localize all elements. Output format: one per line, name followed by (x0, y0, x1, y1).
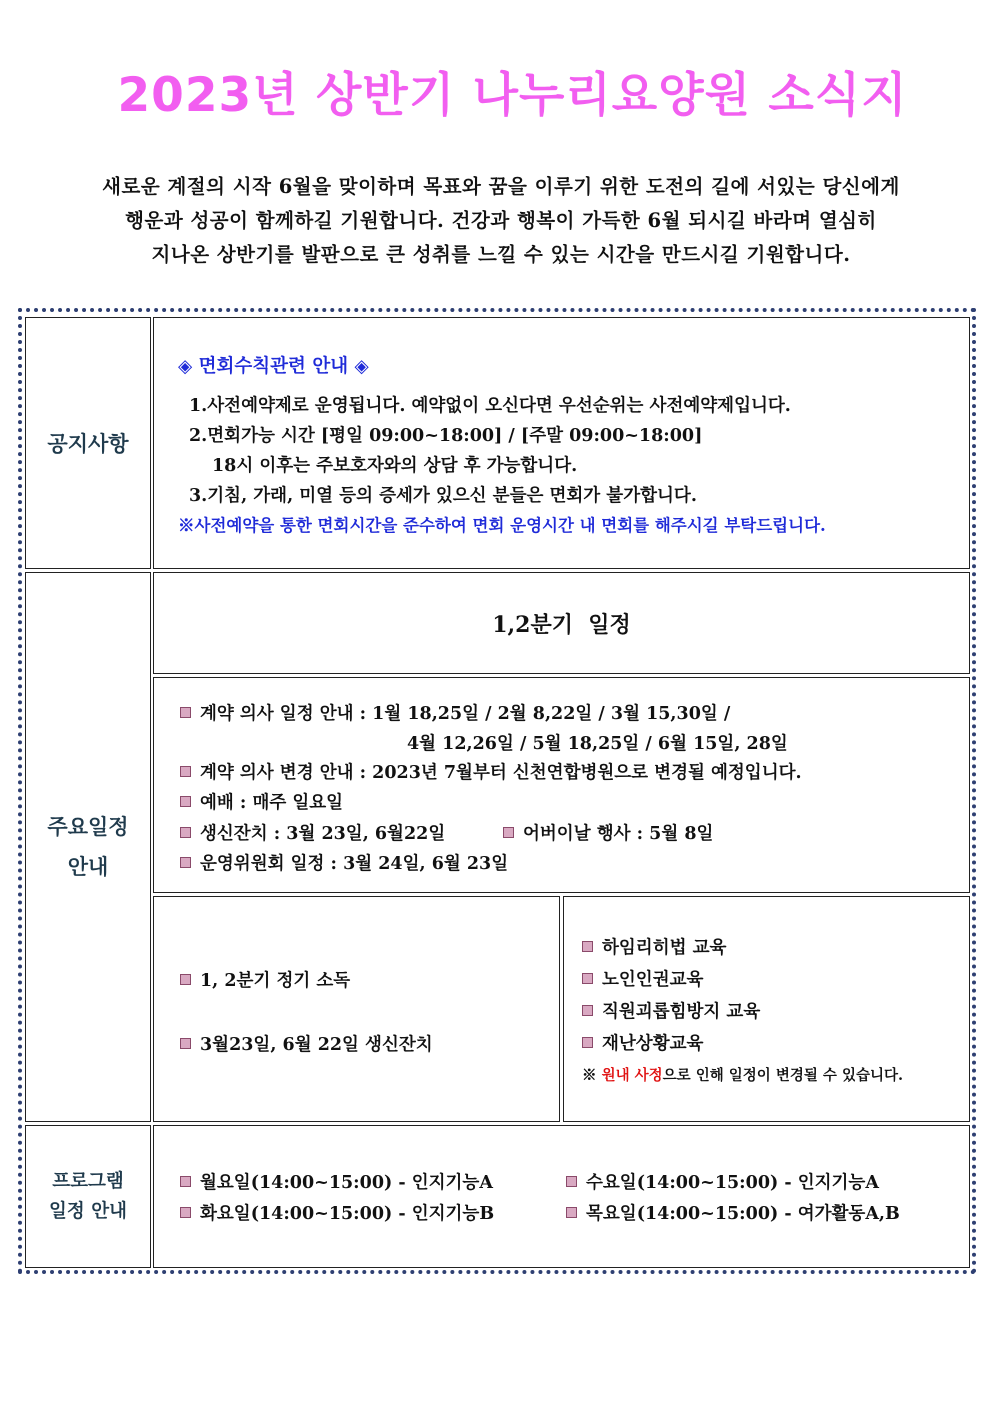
education-item: 노인인권교육 (582, 966, 703, 991)
notice-line: 1.사전예약제로 운영됩니다. 예약없이 오신다면 우선순위는 사전예약제입니다. (189, 396, 791, 416)
square-bullet-icon (582, 973, 593, 984)
program-label-cell (25, 1125, 151, 1268)
program-content-cell (153, 1125, 970, 1268)
square-bullet-icon (180, 857, 191, 868)
square-bullet-icon (566, 1207, 577, 1218)
schedule-left-box (153, 896, 560, 1122)
schedule-label-cell (25, 572, 151, 1122)
square-bullet-icon (180, 1038, 191, 1049)
schedule-header-cell (153, 572, 970, 674)
intro-line: 지나온 상반기를 발판으로 큰 성취를 느낄 수 있는 시간을 만드시길 기원합니다. (151, 243, 851, 266)
square-bullet-icon (582, 941, 593, 952)
square-bullet-icon (180, 827, 191, 838)
program-item: 목요일(14:00~15:00) - 여가활동A,B (566, 1200, 900, 1225)
program-label: 프로그램 (52, 1170, 124, 1192)
notice-line: 18시 이후는 주보호자와의 상담 후 가능합니다. (212, 456, 578, 476)
education-item: 직원괴롭힘방지 교육 (582, 998, 760, 1023)
program-item: 수요일(14:00~15:00) - 인지기능A (566, 1169, 879, 1194)
education-item: 재난상황교육 (582, 1030, 703, 1055)
schedule-right-box (563, 896, 970, 1122)
schedule-item: 예배 : 매주 일요일 (180, 789, 343, 814)
square-bullet-icon (180, 1207, 191, 1218)
program-item: 화요일(14:00~15:00) - 인지기능B (180, 1200, 494, 1225)
page-title: 2023년 상반기 나누리요양원 소식지 (117, 68, 908, 123)
intro-line: 행운과 성공이 함께하길 기원합니다. 건강과 행복이 가득한 6월 되시길 바라며 열심히 (125, 209, 877, 232)
square-bullet-icon (180, 707, 191, 718)
square-bullet-icon (180, 1176, 191, 1187)
square-bullet-icon (180, 974, 191, 985)
schedule-item-continued: 4월 12,26일 / 5월 18,25일 / 6월 15일, 28일 (407, 734, 788, 754)
square-bullet-icon (582, 1005, 593, 1016)
schedule-item: 계약 의사 일정 안내 : 1월 18,25일 / 2월 8,22일 / 3월 15,30일 / (180, 700, 730, 725)
program-item: 월요일(14:00~15:00) - 인지기능A (180, 1169, 493, 1194)
schedule-label: 안내 (67, 855, 109, 879)
notice-line: 3.기침, 가래, 미열 등의 증세가 있으신 분들은 면회가 불가합니다. (189, 486, 697, 506)
notice-label-cell (25, 317, 151, 569)
intro-line: 새로운 계절의 시작 6월을 맞이하며 목표와 꿈을 이루기 위한 도전의 길에 서있는 당신에게 (102, 175, 900, 198)
notice-content-cell (153, 317, 970, 569)
schedule-item: 어버이날 행사 : 5월 8일 (503, 820, 713, 845)
schedule-item: 운영위원회 일정 : 3월 24일, 6월 23일 (180, 850, 508, 875)
schedule-left-item: 1, 2분기 정기 소독 (180, 967, 350, 992)
notice-footnote: ※사전예약을 통한 면회시간을 준수하여 면회 운영시간 내 면회를 해주시길 부탁드립니다. (178, 516, 826, 535)
schedule-label: 주요일정 (47, 815, 129, 839)
square-bullet-icon (582, 1037, 593, 1048)
notice-label: 공지사항 (47, 432, 129, 456)
square-bullet-icon (503, 827, 514, 838)
square-bullet-icon (180, 796, 191, 807)
notice-line: 2.면회가능 시간 [평일 09:00~18:00] / [주말 09:00~18:00] (189, 426, 703, 446)
program-label: 일정 안내 (49, 1200, 127, 1222)
intro-paragraph (20, 170, 982, 272)
schedule-item: 계약 의사 변경 안내 : 2023년 7월부터 신천연합병원으로 변경될 예정입니다. (180, 759, 802, 784)
schedule-left-item: 3월23일, 6월 22일 생신잔치 (180, 1031, 433, 1056)
schedule-list-cell (153, 677, 970, 893)
schedule-header: 1,2분기 일정 (492, 611, 631, 638)
schedule-item: 생신잔치 : 3월 23일, 6월22일 (180, 820, 445, 845)
education-item: 하임리히법 교육 (582, 934, 726, 959)
notice-heading: ◈ 면회수칙관련 안내 ◈ (178, 356, 369, 377)
schedule-change-note: ※ 원내 사정으로 인해 일정이 변경될 수 있습니다. (582, 1067, 904, 1084)
square-bullet-icon (180, 766, 191, 777)
square-bullet-icon (566, 1176, 577, 1187)
